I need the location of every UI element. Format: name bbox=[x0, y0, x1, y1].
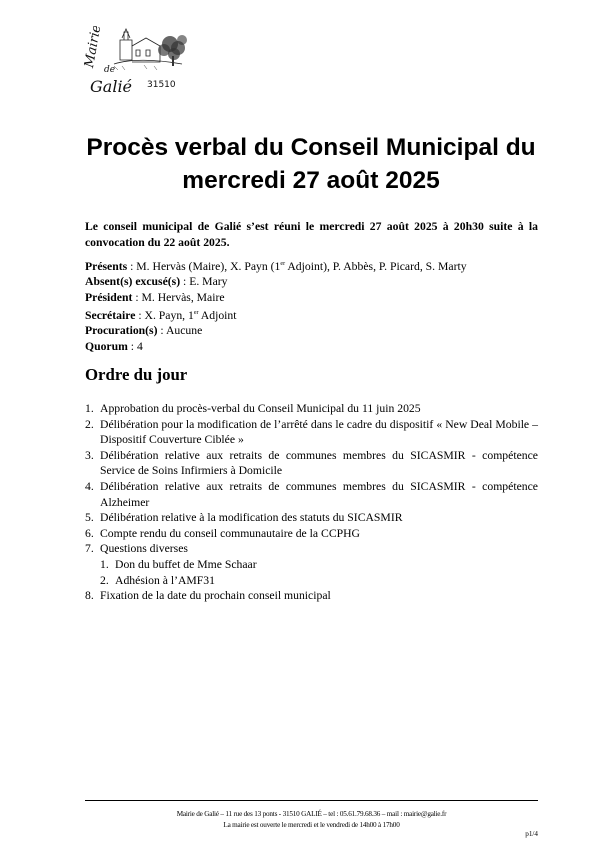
agenda-item-number: 1. bbox=[85, 402, 94, 415]
village-illustration bbox=[84, 26, 196, 98]
agenda-item bbox=[85, 588, 538, 604]
agenda-list bbox=[85, 401, 538, 604]
quorum-value: : 4 bbox=[127, 339, 143, 353]
agenda-item-text: Délibération relative aux retraits de communes membres du SICASMIR - compétence Alzheimer bbox=[100, 479, 538, 509]
agenda-subitem-number: 1. bbox=[100, 557, 109, 571]
agenda-subitem-text: Adhésion à l’AMF31 bbox=[115, 573, 215, 587]
secretaire-row bbox=[85, 306, 538, 323]
agenda-item bbox=[85, 479, 538, 510]
secretaire-sup: er bbox=[193, 309, 199, 316]
quorum-label: Quorum bbox=[85, 339, 128, 353]
agenda-item bbox=[85, 448, 538, 479]
agenda-subitem bbox=[100, 573, 538, 589]
agenda-subitem-text: Don du buffet de Mme Schaar bbox=[115, 557, 257, 571]
logo-text-de: de bbox=[104, 65, 116, 75]
logo-text-galie: Galié bbox=[90, 77, 133, 96]
agenda-subitem-number: 2. bbox=[100, 573, 109, 587]
secretaire-label: Secrétaire bbox=[85, 308, 136, 322]
agenda-item-number: 3. bbox=[85, 448, 94, 462]
agenda-item bbox=[85, 526, 538, 542]
agenda-heading: Ordre du jour bbox=[85, 365, 188, 384]
president-label: Président bbox=[85, 291, 133, 305]
president-value: : M. Hervàs, Maire bbox=[132, 291, 225, 305]
footer-divider bbox=[85, 800, 538, 801]
procuration-label: Procuration(s) bbox=[85, 324, 158, 338]
presents-value: : M. Hervàs (Maire), X. Payn (1 bbox=[127, 259, 281, 273]
agenda-item-text: Compte rendu du conseil communautaire de la CCPHG bbox=[100, 526, 360, 540]
agenda-item-text: Questions diverses bbox=[100, 542, 188, 556]
agenda-item bbox=[85, 417, 538, 448]
footer-address: Mairie de Galié – 11 rue des 13 ponts - 31510 GALIÉ – tel : 05.61.79.68.36 – mail : mairie@galie.fr bbox=[176, 810, 447, 818]
footer-hours: La mairie est ouverte le mercredi et le vendredi de 14h00 à 17h00 bbox=[223, 821, 400, 829]
procuration-value: : Aucune bbox=[157, 324, 203, 338]
secretaire-value: : X. Payn, 1 bbox=[135, 308, 194, 322]
agenda-item-number: 8. bbox=[85, 589, 94, 603]
agenda-item-text: Délibération relative aux retraits de communes membres du SICASMIR - compétence Service de Soins Infirmiers à Domicile bbox=[100, 448, 538, 478]
intro-paragraph: Le conseil municipal de Galié s’est réuni le mercredi 27 août 2025 à 20h30 suite à la convocation du 22 août 2025. bbox=[85, 220, 538, 249]
presents-label: Présents bbox=[85, 259, 128, 273]
absents-value: : E. Mary bbox=[180, 275, 228, 289]
document-title: Procès verbal du Conseil Municipal du mercredi 27 août 2025 bbox=[86, 134, 536, 194]
page-number: p1/4 bbox=[525, 830, 538, 838]
presents-value-rest: Adjoint), P. Abbès, P. Picard, S. Marty bbox=[285, 259, 467, 273]
secretaire-value-rest: Adjoint bbox=[198, 308, 237, 322]
president-row bbox=[85, 290, 538, 306]
agenda-item bbox=[85, 401, 538, 417]
mairie-logo bbox=[84, 26, 196, 98]
agenda-item bbox=[85, 510, 538, 526]
presents-sup: er bbox=[280, 261, 286, 267]
agenda-item-number: 2. bbox=[85, 417, 94, 431]
presents-row bbox=[85, 257, 538, 274]
agenda-item-number: 6. bbox=[85, 526, 94, 540]
agenda-item-text: Fixation de la date du prochain conseil municipal bbox=[100, 589, 331, 603]
agenda-item-number: 4. bbox=[85, 479, 94, 493]
agenda-item-text: Délibération pour la modification de l’arrêté dans le cadre du dispositif « New Deal Mobile – Dispositif Couverture Ciblée » bbox=[100, 417, 538, 447]
procuration-row bbox=[85, 323, 538, 339]
agenda-subitem bbox=[100, 557, 538, 573]
logo-postcode: 31510 bbox=[147, 80, 176, 90]
agenda-sublist bbox=[100, 557, 538, 588]
agenda-item-number: 7. bbox=[85, 542, 94, 556]
attendance-block bbox=[85, 257, 538, 354]
agenda-item-number: 5. bbox=[85, 511, 94, 525]
footer bbox=[85, 809, 538, 831]
logo-text-mairie: Mairie bbox=[84, 26, 105, 69]
absents-label: Absent(s) excusé(s) bbox=[85, 275, 181, 289]
agenda-item-text: Délibération relative à la modification des statuts du SICASMIR bbox=[100, 511, 403, 525]
quorum-row bbox=[85, 339, 538, 355]
absents-row bbox=[85, 274, 538, 290]
agenda-item-text: Approbation du procès-verbal du Conseil Municipal du 11 juin 2025 bbox=[100, 402, 421, 415]
agenda-item bbox=[85, 541, 538, 588]
